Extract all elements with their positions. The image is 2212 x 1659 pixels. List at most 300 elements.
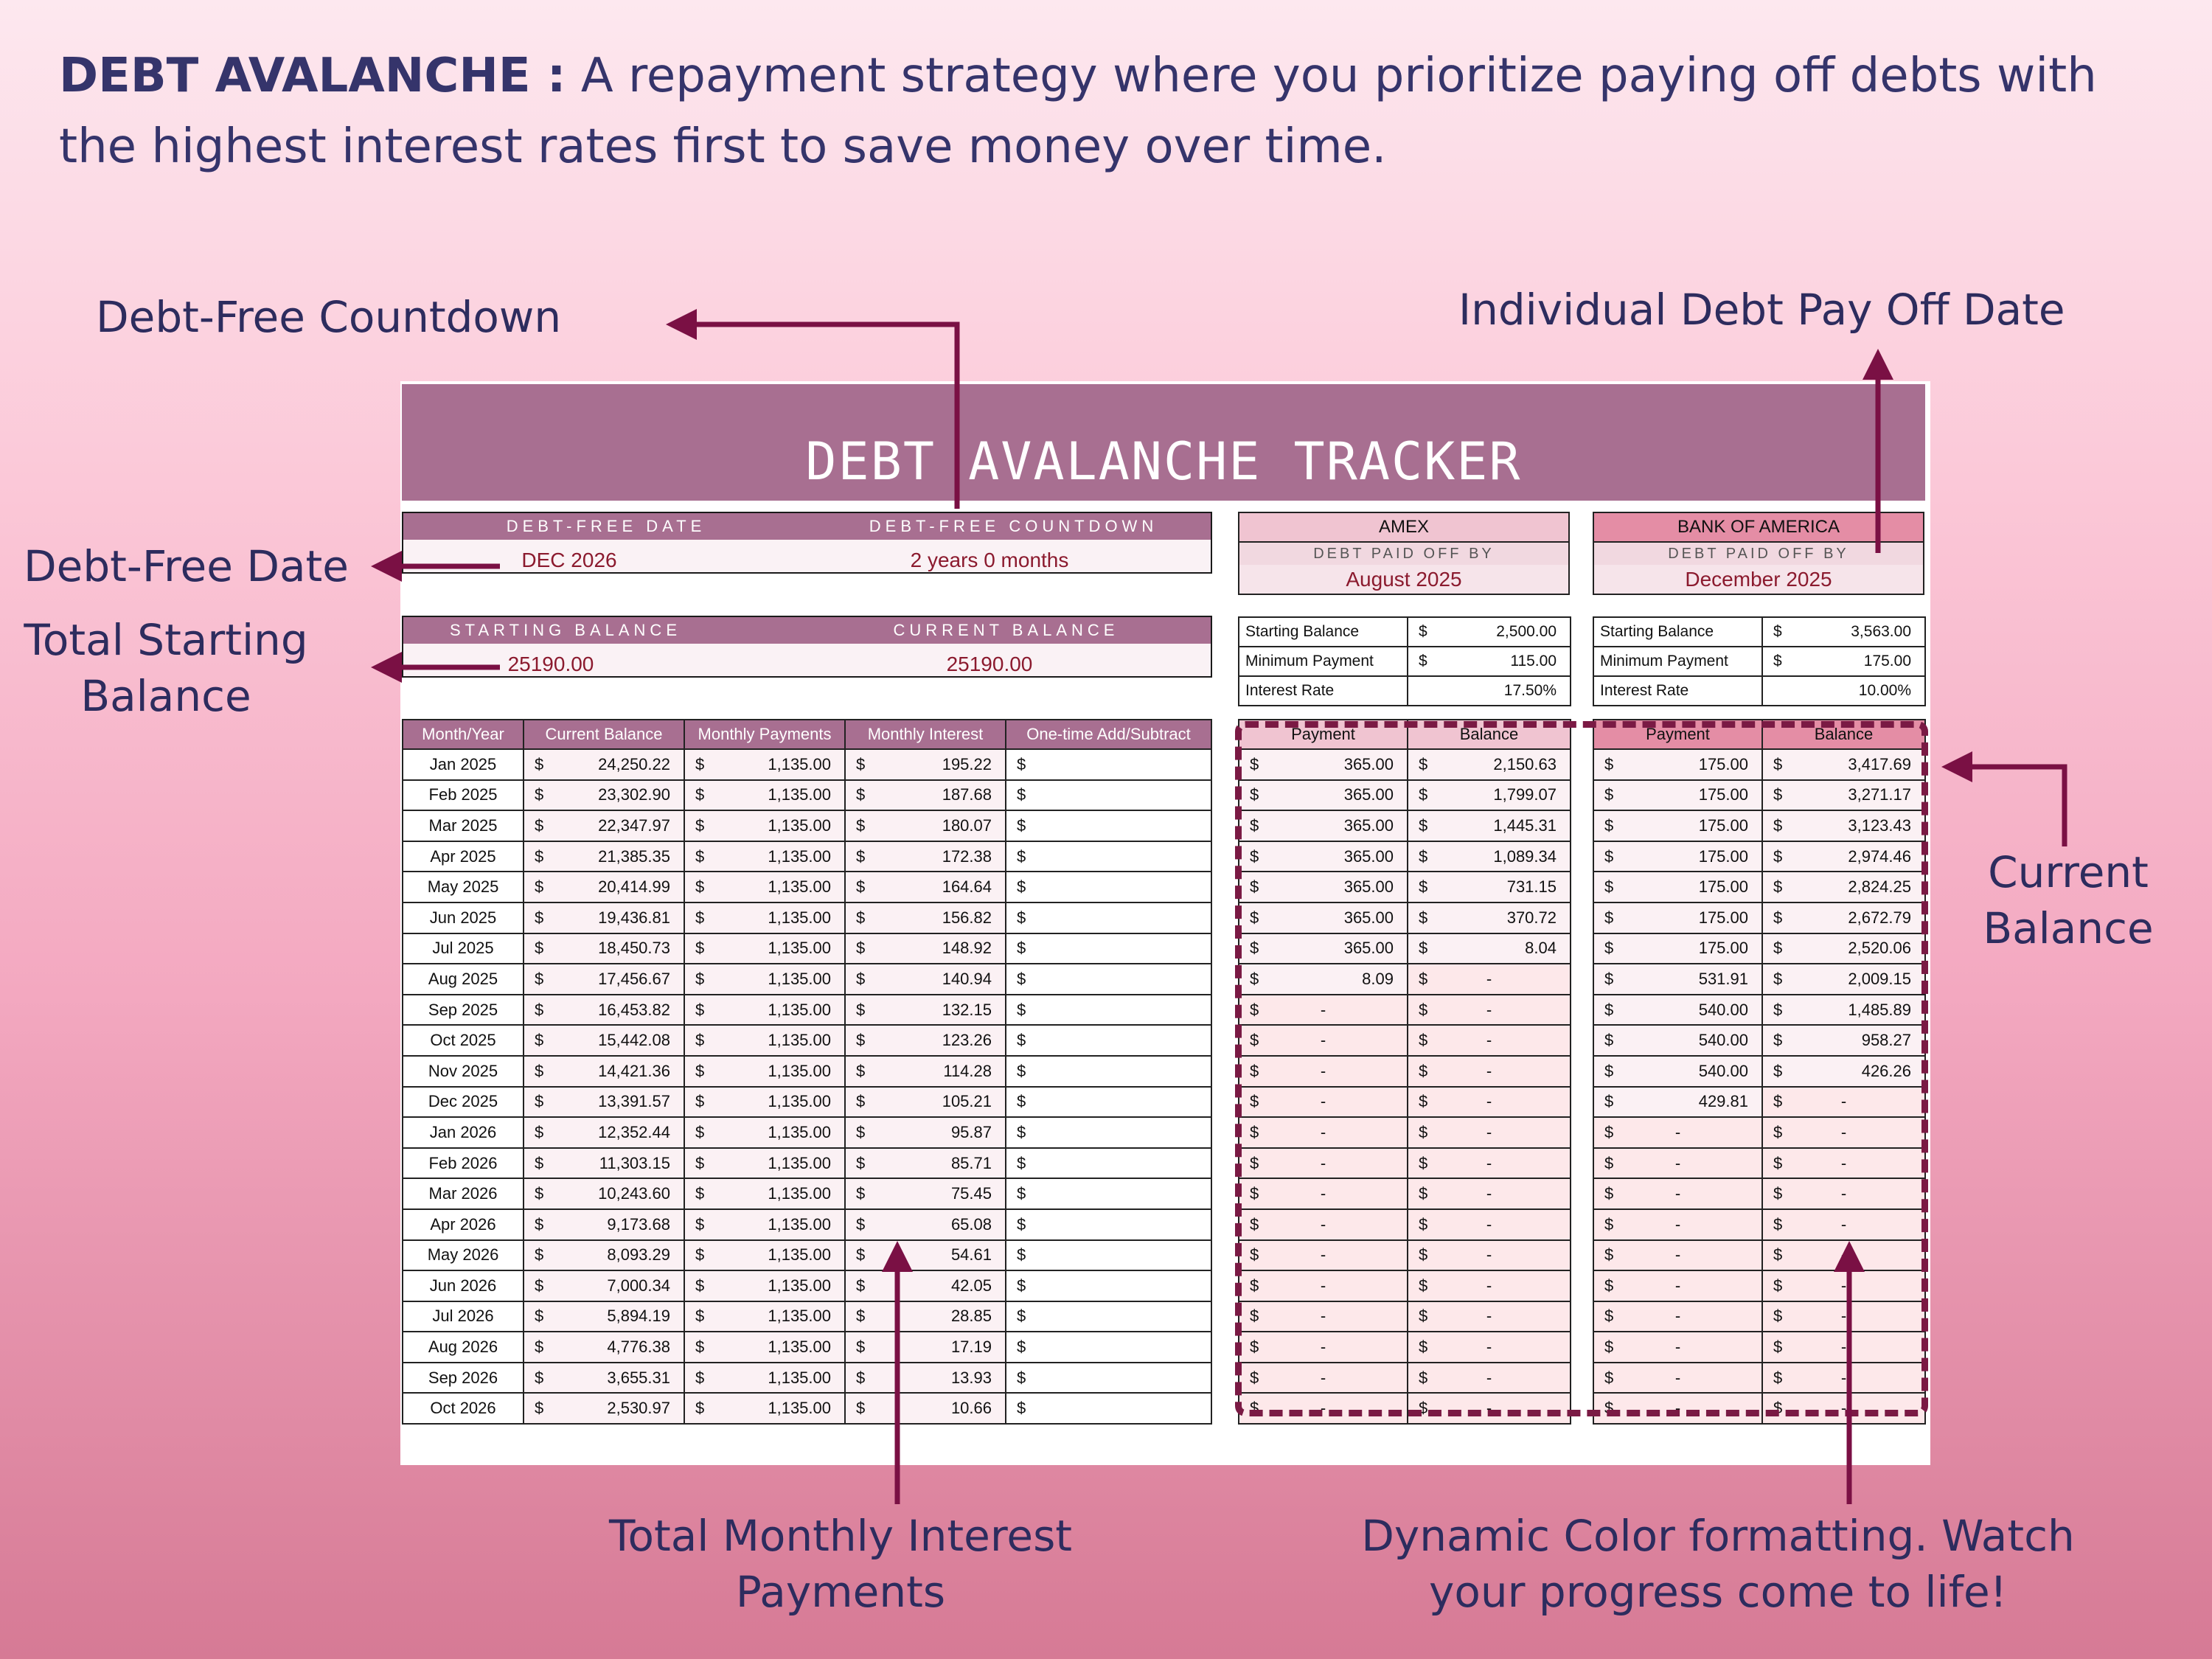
amount: 958.27 <box>1861 1031 1911 1050</box>
currency-symbol: $ <box>856 1092 866 1111</box>
currency-symbol: $ <box>856 939 866 958</box>
amount: 426.26 <box>1861 1061 1911 1080</box>
amount: 175.00 <box>1863 653 1911 669</box>
currency-symbol: $ <box>1017 1184 1026 1203</box>
currency-symbol: $ <box>1017 1061 1026 1080</box>
amount: 95.87 <box>950 1122 992 1141</box>
currency-symbol: $ <box>1604 1245 1614 1265</box>
currency-symbol: $ <box>1017 1214 1026 1234</box>
row-month: Jul 2025 <box>403 933 524 964</box>
currency-symbol: $ <box>695 846 705 866</box>
currency-symbol: $ <box>1250 1092 1259 1111</box>
currency-symbol: $ <box>1250 1368 1259 1387</box>
amount: - <box>1486 1399 1492 1418</box>
currency-symbol: $ <box>1604 1092 1614 1111</box>
row-month: Oct 2025 <box>403 1025 524 1056</box>
free-date-value: DEC 2026 <box>521 549 617 571</box>
amount: - <box>1486 1092 1492 1111</box>
callout-individual: Individual Debt Pay Off Date <box>1458 285 2065 335</box>
amount: 1,135.00 <box>768 815 831 835</box>
currency-symbol: $ <box>1604 754 1614 773</box>
amount: 15,442.08 <box>598 1031 670 1050</box>
amount: 3,655.31 <box>607 1368 670 1387</box>
callout-dynamic: Dynamic Color formatting. Watch your progress come to life! <box>1361 1511 2075 1617</box>
col-balance: Balance <box>1408 720 1571 749</box>
amount: 10.66 <box>950 1399 992 1418</box>
currency-symbol: $ <box>1419 1153 1428 1172</box>
currency-symbol: $ <box>1773 1245 1783 1265</box>
currency-symbol: $ <box>1773 939 1783 958</box>
col-balance: Balance <box>1762 720 1925 749</box>
currency-symbol: $ <box>1604 846 1614 866</box>
amount: 1,135.00 <box>768 1031 831 1050</box>
amount: 1,135.00 <box>768 846 831 866</box>
currency-symbol: $ <box>856 785 866 804</box>
amount: 187.68 <box>942 785 992 804</box>
amount: 132.15 <box>942 1000 992 1019</box>
amount: - <box>1840 1338 1847 1357</box>
amount: 75.45 <box>950 1184 992 1203</box>
currency-symbol: $ <box>1419 1184 1428 1203</box>
amount: 2,824.25 <box>1848 877 1911 897</box>
amount: - <box>1320 1000 1326 1019</box>
amount: 1,135.00 <box>768 1214 831 1234</box>
currency-symbol: $ <box>695 1214 705 1234</box>
col-payment: Payment <box>1239 720 1408 749</box>
amount: 1,135.00 <box>768 754 831 773</box>
amount: 1,135.00 <box>768 1184 831 1203</box>
currency-symbol: $ <box>1250 969 1259 988</box>
currency-symbol: $ <box>1017 785 1026 804</box>
currency-symbol: $ <box>856 1276 866 1295</box>
amount: 7,000.34 <box>607 1276 670 1295</box>
amount: - <box>1674 1368 1681 1387</box>
row-month: Sep 2026 <box>403 1363 524 1394</box>
amount: - <box>1320 1368 1326 1387</box>
debt-name: AMEX <box>1239 512 1569 542</box>
currency-symbol: $ <box>695 1399 705 1418</box>
debt-name: BANK OF AMERICA <box>1593 512 1924 542</box>
currency-symbol: $ <box>856 1214 866 1234</box>
currency-symbol: $ <box>695 754 705 773</box>
currency-symbol: $ <box>535 969 544 988</box>
amount: 1,445.31 <box>1493 815 1557 835</box>
amount: 1,135.00 <box>768 1368 831 1387</box>
currency-symbol: $ <box>1604 1338 1614 1357</box>
currency-symbol: $ <box>535 908 544 927</box>
amount: 4,776.38 <box>607 1338 670 1357</box>
amount: 1,799.07 <box>1493 785 1557 804</box>
currency-symbol: $ <box>1017 1000 1026 1019</box>
currency-symbol: $ <box>1017 1122 1026 1141</box>
currency-symbol: $ <box>1250 1338 1259 1357</box>
currency-symbol: $ <box>1017 1399 1026 1418</box>
amount: - <box>1840 1399 1847 1418</box>
amount: 2,500.00 <box>1496 623 1557 640</box>
amount: - <box>1486 1214 1492 1234</box>
amount: - <box>1320 1031 1326 1050</box>
currency-symbol: $ <box>1773 846 1783 866</box>
amount: - <box>1486 1000 1492 1019</box>
amount: 1,135.00 <box>768 785 831 804</box>
amount: 731.15 <box>1506 877 1557 897</box>
amount: 180.07 <box>942 815 992 835</box>
currency-symbol: $ <box>1419 1061 1428 1080</box>
currency-symbol: $ <box>1604 1214 1614 1234</box>
currency-symbol: $ <box>695 877 705 897</box>
currency-symbol: $ <box>856 1000 866 1019</box>
currency-symbol: $ <box>1419 1276 1428 1295</box>
row-month: Jun 2026 <box>403 1270 524 1301</box>
currency-symbol: $ <box>695 1153 705 1172</box>
callout-interest: Total Monthly Interest Payments <box>608 1511 1073 1617</box>
amount: - <box>1674 1338 1681 1357</box>
amount: - <box>1320 1061 1326 1080</box>
amount: 1,089.34 <box>1493 846 1557 866</box>
amount: 114.28 <box>943 1061 992 1080</box>
currency-symbol: $ <box>535 1184 544 1203</box>
amount: - <box>1840 1122 1847 1141</box>
currency-symbol: $ <box>1773 908 1783 927</box>
amount: 175.00 <box>1698 846 1748 866</box>
currency-symbol: $ <box>1773 1307 1783 1326</box>
currency-symbol: $ <box>1250 1214 1259 1234</box>
amount: 2,530.97 <box>607 1399 670 1418</box>
amount: - <box>1320 1214 1326 1234</box>
amount: 21,385.35 <box>598 846 670 866</box>
amount: - <box>1320 1092 1326 1111</box>
amount: 10,243.60 <box>598 1184 670 1203</box>
col-payment: Payment <box>1593 720 1762 749</box>
amount: - <box>1840 1092 1847 1111</box>
amount: 175.00 <box>1698 908 1748 927</box>
currency-symbol: $ <box>1017 969 1026 988</box>
amount: 1,135.00 <box>768 1338 831 1357</box>
row-month: Nov 2025 <box>403 1056 524 1087</box>
currency-symbol: $ <box>695 1338 705 1357</box>
amount: 8,093.29 <box>607 1245 670 1265</box>
currency-symbol: $ <box>1419 846 1428 866</box>
currency-symbol: $ <box>1250 1307 1259 1326</box>
row-month: Mar 2026 <box>403 1178 524 1209</box>
amount: 540.00 <box>1698 1061 1748 1080</box>
amount: - <box>1674 1214 1681 1234</box>
currency-symbol: $ <box>1419 1399 1428 1418</box>
amount: 1,135.00 <box>768 1399 831 1418</box>
row-month: Aug 2026 <box>403 1332 524 1363</box>
amount: 105.21 <box>942 1092 992 1111</box>
currency-symbol: $ <box>1773 1153 1783 1172</box>
intro-heading: DEBT AVALANCHE : <box>59 49 566 103</box>
currency-symbol: $ <box>856 1184 866 1203</box>
col-current-balance: Current Balance <box>524 720 684 749</box>
currency-symbol: $ <box>1419 908 1428 927</box>
currency-symbol: $ <box>695 1307 705 1326</box>
paid-off-label: DEBT PAID OFF BY <box>1593 542 1924 565</box>
amount: 9,173.68 <box>607 1214 670 1234</box>
row-month: Apr 2026 <box>403 1209 524 1240</box>
amount: 140.94 <box>942 969 992 988</box>
currency-symbol: $ <box>695 1368 705 1387</box>
currency-symbol: $ <box>695 785 705 804</box>
currency-symbol: $ <box>1017 754 1026 773</box>
intro-body: A repayment strategy where you prioritize paying off debts with the highest interest rates first to save money over time. <box>59 49 2097 174</box>
currency-symbol: $ <box>1017 815 1026 835</box>
info-label: Starting Balance <box>1239 617 1408 647</box>
amount: 531.91 <box>1698 969 1748 988</box>
currency-symbol: $ <box>1419 653 1427 669</box>
row-month: Sep 2025 <box>403 995 524 1026</box>
currency-symbol: $ <box>1604 1276 1614 1295</box>
currency-symbol: $ <box>1604 969 1614 988</box>
currency-symbol: $ <box>1419 1214 1428 1234</box>
currency-symbol: $ <box>1017 1153 1026 1172</box>
amount: 8.04 <box>1525 939 1557 958</box>
amount: - <box>1840 1307 1847 1326</box>
currency-symbol: $ <box>1419 785 1428 804</box>
currency-symbol: $ <box>535 785 544 804</box>
currency-symbol: $ <box>1419 754 1428 773</box>
amount: 1,135.00 <box>768 1245 831 1265</box>
currency-symbol: $ <box>1250 785 1259 804</box>
currency-symbol: $ <box>1419 1338 1428 1357</box>
info-label: Interest Rate <box>1593 676 1762 706</box>
amount: 1,135.00 <box>768 908 831 927</box>
amount: - <box>1674 1184 1681 1203</box>
currency-symbol: $ <box>1017 1245 1026 1265</box>
current-balance-value: 25190.00 <box>946 653 1033 675</box>
amount: 1,135.00 <box>768 1000 831 1019</box>
currency-symbol: $ <box>856 815 866 835</box>
amount: - <box>1674 1153 1681 1172</box>
currency-symbol: $ <box>1773 815 1783 835</box>
amount: 123.26 <box>942 1031 992 1050</box>
currency-symbol: $ <box>1419 1092 1428 1111</box>
currency-symbol: $ <box>695 1000 705 1019</box>
col-one-time: One-time Add/Subtract <box>1006 720 1211 749</box>
amount: 429.81 <box>1698 1092 1748 1111</box>
currency-symbol: $ <box>1773 969 1783 988</box>
currency-symbol: $ <box>695 1122 705 1141</box>
amount: 13,391.57 <box>598 1092 670 1111</box>
amount: - <box>1486 1276 1492 1295</box>
currency-symbol: $ <box>1419 815 1428 835</box>
currency-symbol: $ <box>1773 653 1782 669</box>
amount: 172.38 <box>942 846 992 866</box>
amount: 1,135.00 <box>768 1092 831 1111</box>
amount: - <box>1840 1276 1847 1295</box>
amount: 365.00 <box>1343 846 1394 866</box>
amount: 1,135.00 <box>768 939 831 958</box>
amount: - <box>1674 1307 1681 1326</box>
amount: 1,135.00 <box>768 1061 831 1080</box>
currency-symbol: $ <box>535 877 544 897</box>
currency-symbol: $ <box>1250 815 1259 835</box>
arrow-countdown <box>671 324 957 509</box>
currency-symbol: $ <box>1604 1399 1614 1418</box>
currency-symbol: $ <box>1017 1276 1026 1295</box>
amount: 2,009.15 <box>1848 969 1911 988</box>
currency-symbol: $ <box>1017 1368 1026 1387</box>
currency-symbol: $ <box>1250 908 1259 927</box>
amount: - <box>1486 1122 1492 1141</box>
amount: 164.64 <box>942 877 992 897</box>
amount: - <box>1840 1245 1847 1265</box>
amount: - <box>1840 1184 1847 1203</box>
currency-symbol: $ <box>1250 1245 1259 1265</box>
currency-symbol: $ <box>535 1245 544 1265</box>
amount: - <box>1840 1214 1847 1234</box>
amount: 11,303.15 <box>599 1153 670 1172</box>
amount: 115.00 <box>1510 653 1557 669</box>
currency-symbol: $ <box>1773 623 1782 640</box>
currency-symbol: $ <box>1419 1000 1428 1019</box>
amount: - <box>1320 1153 1326 1172</box>
amount: 175.00 <box>1698 877 1748 897</box>
currency-symbol: $ <box>1250 754 1259 773</box>
amount: 42.05 <box>950 1276 992 1295</box>
amount: - <box>1320 1307 1326 1326</box>
amount: 5,894.19 <box>607 1307 670 1326</box>
amount: 12,352.44 <box>598 1122 670 1141</box>
currency-symbol: $ <box>856 1153 866 1172</box>
currency-symbol: $ <box>1419 623 1427 640</box>
currency-symbol: $ <box>1604 1184 1614 1203</box>
amount: 195.22 <box>942 754 992 773</box>
currency-symbol: $ <box>1604 877 1614 897</box>
currency-symbol: $ <box>1773 1276 1783 1295</box>
currency-symbol: $ <box>535 1214 544 1234</box>
currency-symbol: $ <box>1419 1368 1428 1387</box>
currency-symbol: $ <box>1773 1214 1783 1234</box>
currency-symbol: $ <box>1773 754 1783 773</box>
currency-symbol: $ <box>695 815 705 835</box>
currency-symbol: $ <box>856 908 866 927</box>
amount: 10.00% <box>1858 682 1911 699</box>
currency-symbol: $ <box>856 1307 866 1326</box>
col-monthly-interest: Monthly Interest <box>845 720 1006 749</box>
amount: 365.00 <box>1343 754 1394 773</box>
amount: 65.08 <box>950 1214 992 1234</box>
amount: - <box>1320 1399 1326 1418</box>
currency-symbol: $ <box>1250 1122 1259 1141</box>
amount: 148.92 <box>942 939 992 958</box>
amount: 17,456.67 <box>598 969 670 988</box>
amount: 8.09 <box>1362 969 1394 988</box>
currency-symbol: $ <box>1419 939 1428 958</box>
currency-symbol: $ <box>1017 939 1026 958</box>
amount: 20,414.99 <box>598 877 670 897</box>
amount: 14,421.36 <box>598 1061 670 1080</box>
info-label: Interest Rate <box>1239 676 1408 706</box>
amount: 28.85 <box>950 1307 992 1326</box>
currency-symbol: $ <box>535 1368 544 1387</box>
currency-symbol: $ <box>695 1092 705 1111</box>
row-month: Apr 2025 <box>403 841 524 872</box>
currency-symbol: $ <box>856 1122 866 1141</box>
currency-symbol: $ <box>1773 1399 1783 1418</box>
currency-symbol: $ <box>1017 846 1026 866</box>
amount: 175.00 <box>1698 754 1748 773</box>
amount: 3,123.43 <box>1848 815 1911 835</box>
currency-symbol: $ <box>1250 846 1259 866</box>
amount: 2,974.46 <box>1848 846 1911 866</box>
currency-symbol: $ <box>1773 1122 1783 1141</box>
callout-current-balance: Current Balance <box>1983 847 2154 953</box>
amount: 2,672.79 <box>1848 908 1911 927</box>
currency-symbol: $ <box>1773 1092 1783 1111</box>
amount: - <box>1486 1153 1492 1172</box>
amount: 2,520.06 <box>1848 939 1911 958</box>
amount: 2,150.63 <box>1493 754 1557 773</box>
amount: 18,450.73 <box>598 939 670 958</box>
amount: - <box>1674 1399 1681 1418</box>
currency-symbol: $ <box>1604 1368 1614 1387</box>
currency-symbol: $ <box>1250 1000 1259 1019</box>
amount: 3,563.00 <box>1851 623 1911 640</box>
currency-symbol: $ <box>535 1276 544 1295</box>
currency-symbol: $ <box>535 1122 544 1141</box>
currency-symbol: $ <box>1250 1276 1259 1295</box>
starting-balance-value: 25190.00 <box>507 653 594 675</box>
paid-off-date: December 2025 <box>1593 565 1924 594</box>
currency-symbol: $ <box>1773 1338 1783 1357</box>
amount: 365.00 <box>1343 785 1394 804</box>
amount: 1,135.00 <box>768 969 831 988</box>
currency-symbol: $ <box>695 969 705 988</box>
currency-symbol: $ <box>535 815 544 835</box>
amount: 13.93 <box>950 1368 992 1387</box>
currency-symbol: $ <box>695 1245 705 1265</box>
amount: 370.72 <box>1506 908 1557 927</box>
col-month: Month/Year <box>403 720 524 749</box>
amount: - <box>1320 1276 1326 1295</box>
row-month: Jan 2025 <box>403 749 524 780</box>
amount: - <box>1486 969 1492 988</box>
currency-symbol: $ <box>1604 1000 1614 1019</box>
amount: 85.71 <box>950 1153 992 1172</box>
amount: - <box>1320 1122 1326 1141</box>
amount: 3,271.17 <box>1848 785 1911 804</box>
currency-symbol: $ <box>856 1245 866 1265</box>
amount: 365.00 <box>1343 908 1394 927</box>
row-month: Jun 2025 <box>403 902 524 933</box>
row-month: May 2026 <box>403 1240 524 1271</box>
row-month: Oct 2026 <box>403 1393 524 1424</box>
amount: - <box>1674 1122 1681 1141</box>
amount: 1,135.00 <box>768 1122 831 1141</box>
currency-symbol: $ <box>1419 877 1428 897</box>
info-label: Minimum Payment <box>1593 647 1762 676</box>
amount: 540.00 <box>1698 1000 1748 1019</box>
amount: 17.19 <box>950 1338 992 1357</box>
currency-symbol: $ <box>1773 877 1783 897</box>
amount: - <box>1320 1338 1326 1357</box>
currency-symbol: $ <box>1604 1122 1614 1141</box>
currency-symbol: $ <box>1604 939 1614 958</box>
amount: - <box>1840 1153 1847 1172</box>
amount: 175.00 <box>1698 785 1748 804</box>
countdown-label: DEBT-FREE COUNTDOWN <box>869 517 1158 535</box>
amount: 1,135.00 <box>768 1153 831 1172</box>
amount: 54.61 <box>950 1245 992 1265</box>
currency-symbol: $ <box>1250 1399 1259 1418</box>
currency-symbol: $ <box>1250 1184 1259 1203</box>
currency-symbol: $ <box>856 846 866 866</box>
currency-symbol: $ <box>856 877 866 897</box>
currency-symbol: $ <box>535 1307 544 1326</box>
currency-symbol: $ <box>1017 1031 1026 1050</box>
